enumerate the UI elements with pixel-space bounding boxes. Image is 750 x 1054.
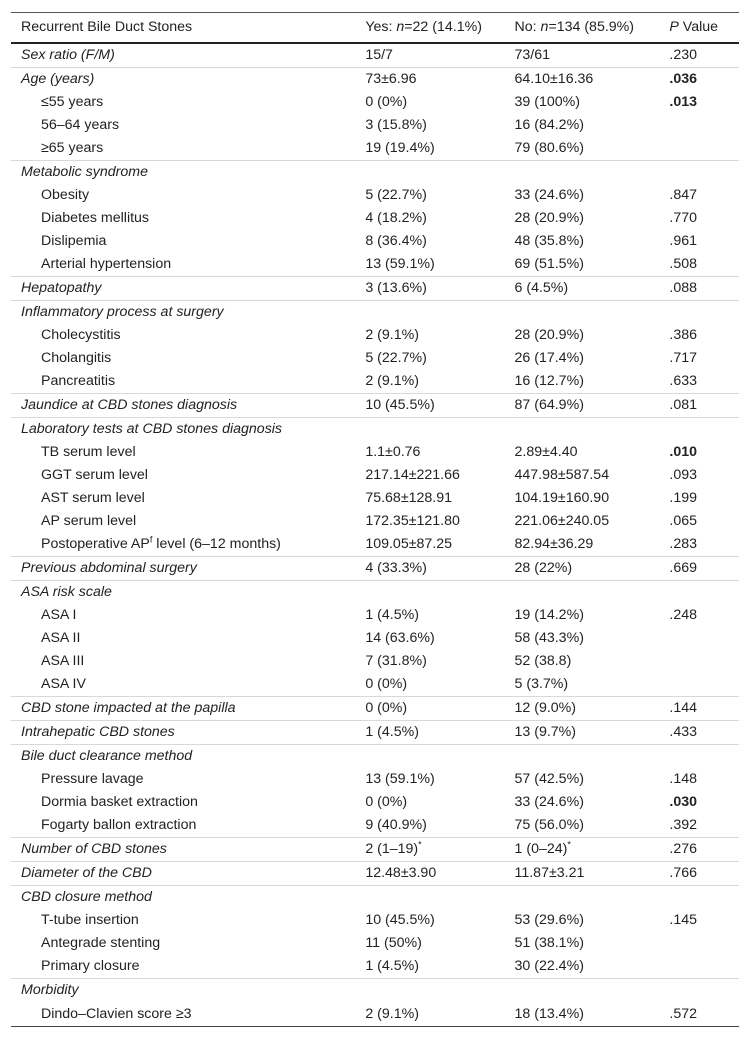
p-value: .248 [669, 607, 698, 623]
table-row [11, 814, 739, 838]
no-value: 5 (3.7%) [514, 676, 569, 692]
p-value: .144 [669, 697, 739, 721]
no-value: 33 (24.6%) [514, 794, 584, 810]
p-value [669, 137, 739, 161]
p-value: .230 [669, 47, 698, 63]
row-label: Arterial hypertension [41, 256, 172, 272]
yes-value [365, 886, 514, 910]
table-row [11, 441, 739, 464]
no-value: 75 (56.0%) [514, 817, 584, 833]
row-label: Cholecystitis [41, 327, 121, 343]
yes-value: 1 (4.5%) [365, 721, 514, 745]
yes-value: 0 (0%) [365, 94, 408, 110]
table-row [11, 533, 739, 557]
p-value: .392 [669, 817, 698, 833]
yes-value: 2 (9.1%) [365, 373, 419, 389]
footnote-mark: * [567, 839, 571, 850]
table-header-row [11, 13, 739, 44]
no-value: 48 (35.8%) [514, 233, 584, 249]
no-value: 53 (29.6%) [514, 912, 584, 928]
yes-value: 1.1±0.76 [365, 444, 421, 460]
p-value: .093 [669, 467, 698, 483]
no-value [515, 161, 670, 185]
table-row [11, 347, 739, 370]
table-row [11, 43, 739, 68]
yes-value: 12.48±3.90 [365, 862, 514, 886]
recurrent-bile-duct-stones-table [11, 12, 739, 1027]
yes-value: 10 (45.5%) [365, 912, 435, 928]
table-row [11, 253, 739, 277]
yes-value: 0 (0%) [365, 794, 408, 810]
table-row [11, 1002, 739, 1027]
no-value: 104.19±160.90 [514, 490, 610, 506]
row-label: Dislipemia [41, 233, 107, 249]
no-value: 64.10±16.36 [515, 68, 670, 92]
p-value: .036 [669, 68, 739, 92]
table-row [11, 721, 739, 745]
p-value [669, 745, 739, 769]
no-value: 28 (22%) [515, 557, 670, 581]
row-label: Intrahepatic CBD stones [11, 721, 365, 745]
row-label: Metabolic syndrome [11, 161, 365, 185]
table-row [11, 91, 739, 114]
table-row [11, 418, 739, 442]
yes-value: 9 (40.9%) [365, 817, 427, 833]
table-row [11, 673, 739, 697]
yes-value: 2 (1–19)* [365, 838, 514, 862]
p-value [669, 301, 739, 325]
row-label: Age (years) [11, 68, 365, 92]
p-value: .508 [669, 256, 698, 272]
header-yes: Yes: n=22 (14.1%) [365, 13, 514, 44]
row-label: ≤55 years [41, 94, 104, 110]
no-value: 18 (13.4%) [515, 1002, 670, 1027]
no-value: 11.87±3.21 [515, 862, 670, 886]
p-value: .276 [669, 838, 739, 862]
no-value: 28 (20.9%) [514, 327, 584, 343]
p-value: .386 [669, 327, 698, 343]
no-value [515, 418, 670, 442]
yes-value [365, 301, 514, 325]
row-label: AP serum level [41, 513, 137, 529]
row-label: CBD closure method [11, 886, 365, 910]
p-value: .847 [669, 187, 698, 203]
row-label: ASA I [41, 607, 77, 623]
no-value [515, 301, 670, 325]
table-row [11, 137, 739, 161]
no-value: 87 (64.9%) [515, 394, 670, 418]
p-value: .148 [669, 771, 698, 787]
row-label: Dindo–Clavien score ≥3 [11, 1002, 365, 1027]
table-row [11, 510, 739, 533]
row-label: Hepatopathy [11, 277, 365, 301]
yes-value: 109.05±87.25 [365, 536, 452, 552]
row-label: Cholangitis [41, 350, 112, 366]
table-row [11, 114, 739, 137]
p-value: .088 [669, 277, 739, 301]
p-value: .199 [669, 490, 698, 506]
yes-value: 10 (45.5%) [365, 394, 514, 418]
yes-value [365, 745, 514, 769]
row-label: Bile duct clearance method [11, 745, 365, 769]
no-value: 16 (84.2%) [514, 117, 584, 133]
no-value: 221.06±240.05 [514, 513, 610, 529]
no-value [515, 745, 670, 769]
yes-value [365, 161, 514, 185]
yes-value [365, 418, 514, 442]
row-label: Fogarty ballon extraction [41, 817, 197, 833]
row-label: Sex ratio (F/M) [21, 47, 115, 63]
no-value: 28 (20.9%) [514, 210, 584, 226]
row-label: Diabetes mellitus [41, 210, 150, 226]
yes-value: 1 (4.5%) [365, 607, 419, 623]
table-row [11, 768, 739, 791]
table-row [11, 979, 739, 1003]
no-value: 1 (0–24)* [515, 838, 670, 862]
yes-value: 8 (36.4%) [365, 233, 427, 249]
table-row [11, 581, 739, 605]
p-value [669, 673, 739, 697]
header-no: No: n=134 (85.9%) [515, 13, 670, 44]
row-label: Pressure lavage [41, 771, 144, 787]
yes-value: 5 (22.7%) [365, 187, 427, 203]
table-row [11, 277, 739, 301]
no-value: 39 (100%) [514, 94, 580, 110]
yes-value: 14 (63.6%) [365, 630, 435, 646]
yes-value: 217.14±221.66 [365, 467, 460, 483]
yes-value: 3 (15.8%) [365, 117, 427, 133]
table-row [11, 627, 739, 650]
no-value: 16 (12.7%) [514, 373, 584, 389]
table-container [11, 12, 739, 1027]
p-value: .633 [669, 373, 698, 389]
no-value [515, 581, 670, 605]
table-row [11, 838, 739, 862]
p-value: .770 [669, 210, 698, 226]
yes-value [365, 979, 514, 1003]
table-row [11, 886, 739, 910]
no-value: 13 (9.7%) [515, 721, 670, 745]
p-value [669, 650, 739, 673]
row-label: Inflammatory process at surgery [11, 301, 365, 325]
no-value: 30 (22.4%) [514, 958, 584, 974]
table-row [11, 557, 739, 581]
p-value: .283 [669, 536, 698, 552]
row-label: Antegrade stenting [41, 935, 161, 951]
p-value [669, 418, 739, 442]
p-value: .669 [669, 557, 739, 581]
yes-value: 3 (13.6%) [365, 277, 514, 301]
table-row [11, 207, 739, 230]
row-label: ASA IV [41, 676, 86, 692]
no-value: 33 (24.6%) [514, 187, 584, 203]
no-value: 12 (9.0%) [515, 697, 670, 721]
p-value [669, 979, 739, 1003]
row-label: Laboratory tests at CBD stones diagnosis [11, 418, 365, 442]
no-value: 2.89±4.40 [514, 444, 578, 460]
yes-value: 4 (18.2%) [365, 210, 427, 226]
table-row [11, 791, 739, 814]
no-value: 6 (4.5%) [515, 277, 670, 301]
row-label: TB serum level [41, 444, 136, 460]
p-value: .065 [669, 513, 698, 529]
p-value: .081 [669, 394, 739, 418]
table-row [11, 862, 739, 886]
no-value: 447.98±587.54 [514, 467, 610, 483]
p-value: .766 [669, 862, 739, 886]
no-value: 26 (17.4%) [514, 350, 584, 366]
p-value: .717 [669, 350, 698, 366]
row-label: Previous abdominal surgery [11, 557, 365, 581]
table-row [11, 184, 739, 207]
table-row [11, 745, 739, 769]
no-value: 82.94±36.29 [514, 536, 594, 552]
p-value: .572 [669, 1002, 739, 1027]
table-row [11, 955, 739, 979]
row-label: Number of CBD stones [11, 838, 365, 862]
yes-value: 19 (19.4%) [365, 140, 435, 156]
yes-value: 2 (9.1%) [365, 1002, 514, 1027]
yes-value: 2 (9.1%) [365, 327, 419, 343]
yes-value: 0 (0%) [365, 676, 408, 692]
yes-value: 11 (50%) [365, 935, 422, 951]
p-value: .010 [669, 444, 698, 460]
p-value [669, 114, 739, 137]
yes-value: 13 (59.1%) [365, 256, 435, 272]
no-value: 57 (42.5%) [514, 771, 584, 787]
p-value [669, 581, 739, 605]
no-value: 52 (38.8) [514, 653, 572, 669]
yes-value: 1 (4.5%) [365, 958, 419, 974]
table-row [11, 324, 739, 347]
table-row [11, 230, 739, 253]
row-label: 56–64 years [41, 117, 120, 133]
no-value [515, 886, 670, 910]
row-label: Diameter of the CBD [11, 862, 365, 886]
no-value: 19 (14.2%) [514, 607, 584, 623]
table-row [11, 464, 739, 487]
header-variable: Recurrent Bile Duct Stones [11, 13, 365, 44]
no-value: 69 (51.5%) [514, 256, 584, 272]
yes-value: 7 (31.8%) [365, 653, 427, 669]
table-row [11, 487, 739, 510]
table-row [11, 909, 739, 932]
no-value: 79 (80.6%) [514, 140, 584, 156]
yes-value: 13 (59.1%) [365, 771, 435, 787]
table-row [11, 370, 739, 394]
row-label: ASA II [41, 630, 81, 646]
p-value [669, 627, 739, 650]
p-value: .013 [669, 94, 698, 110]
footnote-mark: f [149, 534, 153, 545]
yes-value: 0 (0%) [365, 697, 514, 721]
p-value [669, 161, 739, 185]
row-label: CBD stone impacted at the papilla [11, 697, 365, 721]
p-value: .030 [669, 794, 698, 810]
table-row [11, 301, 739, 325]
row-label: Dormia basket extraction [41, 794, 198, 810]
row-label: Obesity [41, 187, 90, 203]
row-label: AST serum level [41, 490, 145, 506]
yes-value: 75.68±128.91 [365, 490, 452, 506]
header-p-value: P Value [669, 13, 739, 44]
row-label: Postoperative $AP^f$ level (6–12 months) [41, 534, 281, 552]
row-label: Primary closure [41, 958, 140, 974]
row-label: ≥65 years [41, 140, 104, 156]
table-row [11, 161, 739, 185]
p-value: .961 [669, 233, 698, 249]
table-row [11, 932, 739, 955]
p-value: .145 [669, 912, 698, 928]
p-value: .433 [669, 721, 739, 745]
row-label: Pancreatitis [41, 373, 116, 389]
table-row [11, 68, 739, 92]
no-value: 58 (43.3%) [514, 630, 584, 646]
no-value [515, 979, 670, 1003]
row-label: T-tube insertion [41, 912, 139, 928]
p-value [669, 886, 739, 910]
table-row [11, 394, 739, 418]
row-label: Morbidity [11, 979, 365, 1003]
yes-value: 73±6.96 [365, 68, 514, 92]
row-label: ASA risk scale [11, 581, 365, 605]
table-row [11, 604, 739, 627]
yes-value: 4 (33.3%) [365, 557, 514, 581]
p-value [669, 932, 739, 955]
table-row [11, 650, 739, 673]
yes-value: 15/7 [365, 47, 393, 63]
yes-value [365, 581, 514, 605]
yes-value: 172.35±121.80 [365, 513, 460, 529]
row-label: GGT serum level [41, 467, 148, 483]
footnote-mark: * [418, 839, 422, 850]
p-value [669, 955, 739, 979]
yes-value: 5 (22.7%) [365, 350, 427, 366]
row-label: ASA III [41, 653, 85, 669]
table-row [11, 697, 739, 721]
no-value: 51 (38.1%) [514, 935, 584, 951]
row-label: Jaundice at CBD stones diagnosis [11, 394, 365, 418]
no-value: 73/61 [514, 47, 551, 63]
